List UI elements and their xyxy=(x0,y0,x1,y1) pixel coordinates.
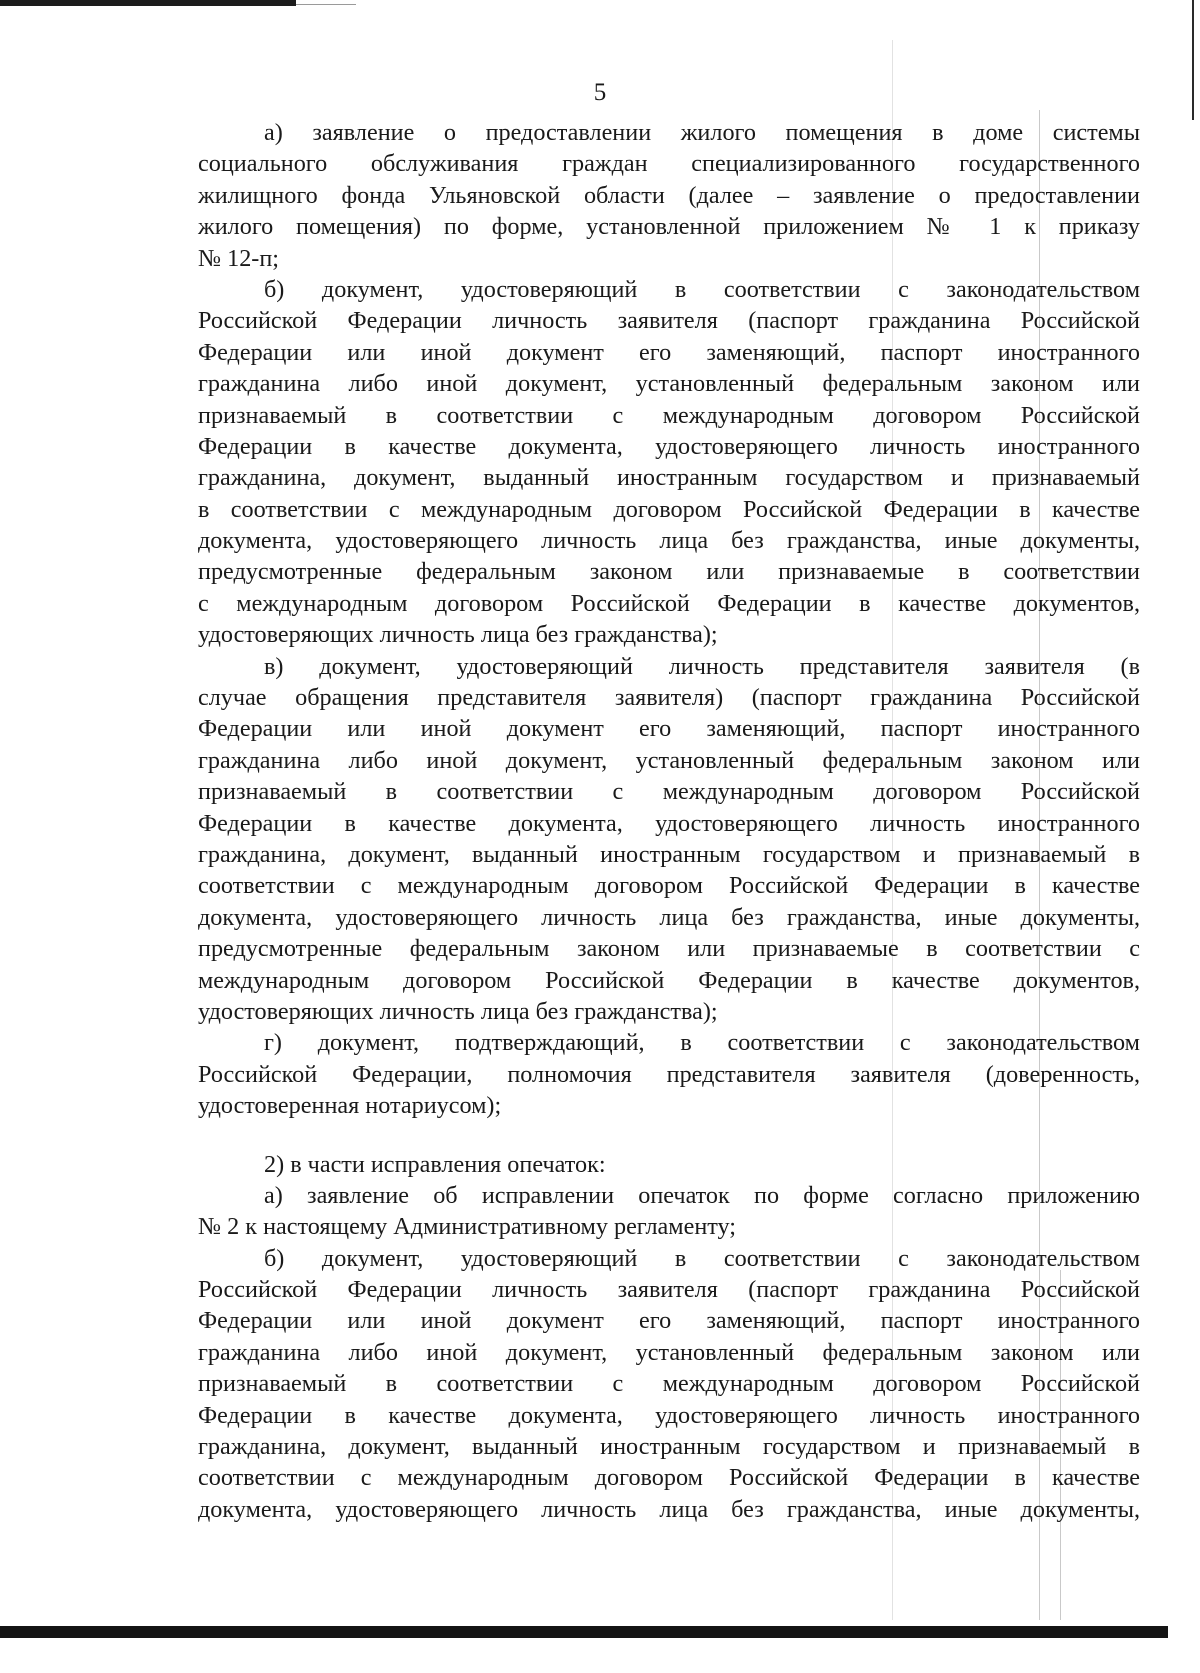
text-line: признаваемый в соответствии с международным договором Российской xyxy=(198,401,1140,429)
text-line: с международным договором Российской Федерации в качестве документов, xyxy=(198,589,1140,617)
text-line: г) документ, подтверждающий, в соответствии с законодательством xyxy=(264,1029,1140,1057)
text-line: гражданина либо иной документ, установленный федеральным законом или xyxy=(198,746,1140,774)
text-line: Российской Федерации личность заявителя (паспорт гражданина Российской xyxy=(198,307,1140,335)
text-line: № 12-п; xyxy=(198,244,280,272)
paragraph-gap xyxy=(198,1122,1140,1149)
scan-bottom-border xyxy=(0,1626,1168,1638)
text-line: социального обслуживания граждан специализированного государственного xyxy=(198,150,1140,178)
text-line: соответствии с международным договором Российской Федерации в качестве xyxy=(198,872,1140,900)
text-line: № 2 к настоящему Административному регламенту; xyxy=(198,1213,737,1241)
text-line: Федерации или иной документ его заменяющий, паспорт иностранного xyxy=(198,1307,1140,1335)
text-line: предусмотренные федеральным законом или признаваемые в соответствии xyxy=(198,558,1140,586)
text-line: а) заявление об исправлении опечаток по форме согласно приложению xyxy=(264,1181,1140,1209)
document-body xyxy=(198,117,1140,1525)
page-number: 5 xyxy=(593,79,607,106)
text-line: жилого помещения) по форме, установленной приложением № 1 к приказу xyxy=(198,213,1140,241)
text-line: Федерации в качестве документа, удостоверяющего личность иностранного xyxy=(198,1401,1140,1429)
text-line: признаваемый в соответствии с международным договором Российской xyxy=(198,778,1140,806)
text-line: гражданина, документ, выданный иностранным государством и признаваемый в xyxy=(198,1433,1140,1461)
text-line: предусмотренные федеральным законом или признаваемые в соответствии с xyxy=(198,935,1140,963)
text-line: удостоверяющих личность лица без гражданства); xyxy=(198,997,718,1025)
text-line: документа, удостоверяющего личность лица без гражданства, иные документы, xyxy=(198,903,1140,931)
text-line: удостоверяющих личность лица без гражданства); xyxy=(198,621,718,649)
text-line: Российской Федерации, полномочия представителя заявителя (доверенность, xyxy=(198,1060,1140,1088)
text-line: Федерации в качестве документа, удостоверяющего личность иностранного xyxy=(198,432,1140,460)
text-line: Федерации или иной документ его заменяющий, паспорт иностранного xyxy=(198,715,1140,743)
text-line: признаваемый в соответствии с международным договором Российской xyxy=(198,1370,1140,1398)
text-line: жилищного фонда Ульяновской области (далее – заявление о предоставлении xyxy=(198,181,1140,209)
text-line: международным договором Российской Федерации в качестве документов, xyxy=(198,966,1140,994)
text-line: б) документ, удостоверяющий в соответствии с законодательством xyxy=(264,275,1140,303)
text-line: гражданина, документ, выданный иностранным государством и признаваемый xyxy=(198,464,1140,492)
text-line: документа, удостоверяющего личность лица без гражданства, иные документы, xyxy=(198,1495,1140,1523)
text-line: в) документ, удостоверяющий личность представителя заявителя (в xyxy=(264,652,1140,680)
text-line: в соответствии с международным договором Российской Федерации в качестве xyxy=(198,495,1140,523)
text-line: соответствии с международным договором Российской Федерации в качестве xyxy=(198,1464,1140,1492)
text-line: а) заявление о предоставлении жилого помещения в доме системы xyxy=(264,119,1140,146)
text-line: случае обращения представителя заявителя) (паспорт гражданина Российской xyxy=(198,684,1140,712)
text-line: документа, удостоверяющего личность лица без гражданства, иные документы, xyxy=(198,527,1140,555)
scan-top-border-thin xyxy=(296,4,356,5)
text-line: гражданина либо иной документ, установленный федеральным законом или xyxy=(198,1338,1140,1366)
text-line: удостоверенная нотариусом); xyxy=(198,1092,502,1120)
text-line: Федерации в качестве документа, удостоверяющего личность иностранного xyxy=(198,809,1140,837)
text-line: 2) в части исправления опечаток: xyxy=(264,1150,606,1178)
text-line: б) документ, удостоверяющий в соответствии с законодательством xyxy=(264,1244,1140,1272)
scan-top-border xyxy=(0,0,296,6)
text-line: гражданина, документ, выданный иностранным государством и признаваемый в xyxy=(198,840,1140,868)
text-line: гражданина либо иной документ, установленный федеральным законом или xyxy=(198,370,1140,398)
text-line: Федерации или иной документ его заменяющий, паспорт иностранного xyxy=(198,338,1140,366)
text-line: Российской Федерации личность заявителя (паспорт гражданина Российской xyxy=(198,1276,1140,1304)
